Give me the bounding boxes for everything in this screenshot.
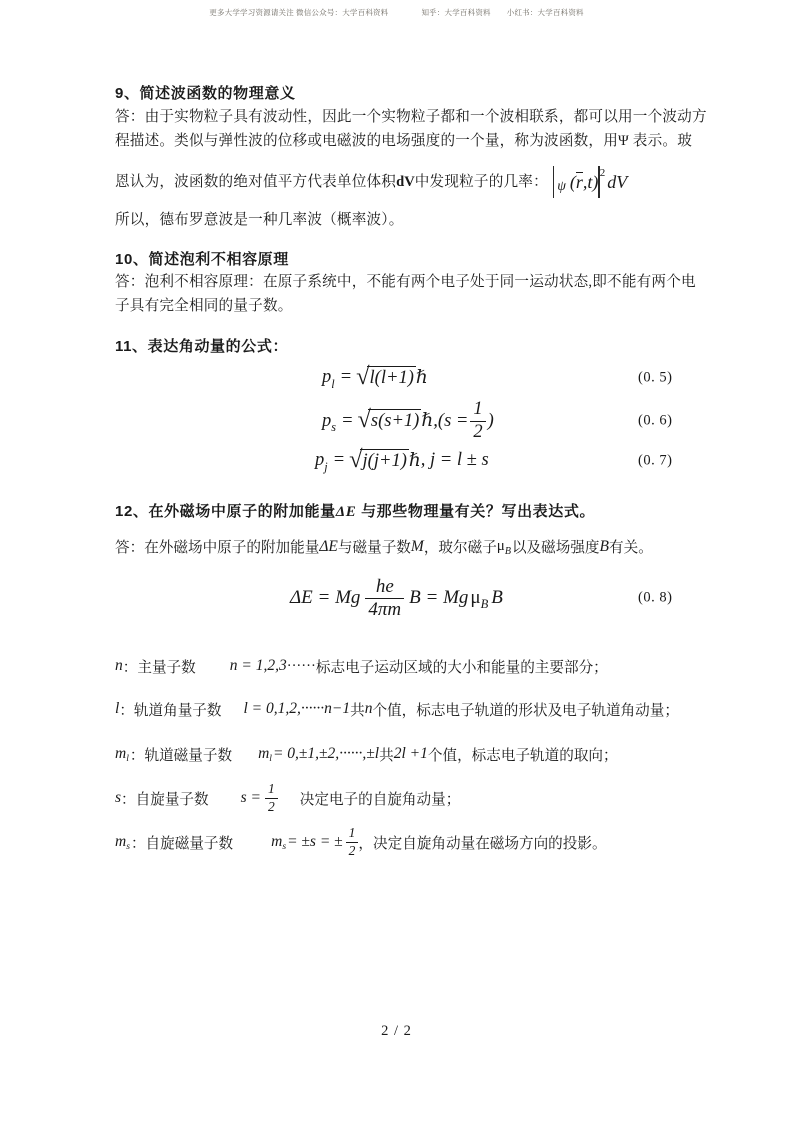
qn-ml-formula-rest: = 0,±1,±2,······,±l [272, 745, 380, 762]
qn-n-symbol: n [115, 657, 123, 674]
qn-s-label: ：自旋量子数 [121, 791, 209, 808]
q9-answer-line4: 所以，德布罗意波是一种几率波（概率波）。 [115, 212, 404, 228]
qn-ml-formula-sub: l [269, 753, 272, 765]
qn-l-desc: 个值，标志电子轨道的形状及电子轨道角动量； [372, 702, 679, 719]
eq06-subscript: s [331, 419, 336, 434]
qn-ml-line [115, 737, 715, 771]
eq07-radicand: j(j+1) [360, 449, 409, 472]
qn-ms-desc: 决定自旋角动量在磁场方向的投影。 [373, 835, 607, 852]
q9-line3-post: 中发现粒子的几率： [414, 173, 548, 190]
eq06-tail-pre: ,(s = [433, 410, 469, 431]
eq08-mu: μ [470, 587, 481, 608]
q9-answer-line1: 答：由于实物粒子具有波动性，因此一个实物粒子都和一个波相联系，都可以用一个波动方 [115, 109, 707, 125]
q12-answer-mid2: ，玻尔磁子 [423, 540, 497, 556]
q12-answer-mid3: 以及磁场强度 [511, 540, 600, 556]
qn-s-desc: 决定电子的自旋角动量； [299, 791, 461, 808]
q12-m-symbol: M [410, 537, 424, 555]
eq06-sqrt [357, 405, 421, 433]
qn-ms-comma: ， [358, 835, 374, 852]
equation-0-7-row [115, 443, 689, 479]
header-promo-wechat: 更多大学学习资源请关注 微信公众号：大学百科资料 [209, 8, 389, 17]
eq05-base: p [322, 367, 332, 388]
radical-sign: √ [356, 362, 370, 390]
equation-0-8 [290, 577, 503, 620]
q12-mu-symbol: μ [496, 538, 505, 554]
eq05-subscript: l [331, 376, 335, 391]
qn-ms-fraction [346, 826, 359, 857]
equation-0-8-number: (0. 8) [638, 589, 673, 606]
qn-ml-count: 2l +1 [393, 745, 428, 762]
wf-args: ,t) [582, 171, 599, 192]
qn-l-line [115, 695, 715, 723]
qn-s-formula-pre: s = [240, 789, 261, 806]
qn-n-formula: n = 1,2,3 [229, 657, 287, 674]
eq06-fraction [470, 400, 485, 442]
abs-bar-left [553, 166, 554, 198]
radical-sign: √ [357, 405, 371, 433]
equation-0-6-number: (0. 6) [638, 412, 673, 429]
q11-heading: 11、表达角动量的公式： [115, 338, 289, 355]
q12-delta-e: ΔE [319, 537, 338, 555]
q12-b-symbol: B [599, 537, 609, 555]
qn-n-desc: 标志电子运动区域的大小和能量的主要部分； [315, 659, 608, 676]
qn-ms-label: ：自旋磁量子数 [130, 835, 234, 852]
q10-answer-line1: 答：泡利不相容原理：在原子系统中，不能有两个电子处于同一运动状态,即不能有两个电 [115, 274, 696, 290]
eq06-frac-num: 1 [473, 399, 483, 420]
q12-heading [115, 500, 595, 521]
q12-answer-mid1: 与磁量子数 [337, 540, 411, 556]
q10-answer-line2: 子具有完全相同的量子数。 [115, 298, 293, 314]
q9-answer-line3 [115, 162, 689, 202]
q12-answer-pre: 答：在外磁场中原子的附加能量 [115, 540, 320, 556]
qn-ms-formula-mid: = ±s = ± [287, 833, 343, 850]
eq07-tail: , j = l ± s [420, 450, 489, 471]
eq05-sqrt [356, 362, 416, 390]
eq06-frac-den: 2 [470, 421, 485, 442]
qn-s-symbol: s [115, 789, 122, 806]
qn-s-fraction [265, 782, 278, 813]
q12-heading-delta-e: ΔE [335, 504, 357, 520]
qn-ms-line [115, 820, 715, 864]
qn-n-dots: ······ [286, 657, 316, 674]
equation-0-5-row [115, 360, 689, 396]
wf-power: 2 [599, 167, 606, 179]
qn-ml-symbol: m [115, 745, 127, 762]
qn-ms-symbol: m [115, 833, 127, 850]
wf-dv: dV [607, 171, 628, 192]
qn-ms-symbol-sub: s [126, 841, 130, 853]
eq06-tail-post: ) [487, 410, 494, 431]
equation-0-8-row [115, 570, 689, 626]
q10-heading: 10、简述泡利不相容原理 [115, 251, 289, 268]
q9-heading: 9、简述波函数的物理意义 [115, 85, 296, 102]
eq07-base: p [315, 450, 325, 471]
q9-line3-dv-bold: dV [396, 173, 415, 190]
eq07-subscript: j [324, 459, 328, 474]
qn-s-line [115, 776, 715, 820]
qn-ms-frac-num: 1 [348, 825, 356, 841]
qn-l-label: ：轨道角量子数 [119, 702, 222, 719]
eq08-mu-sub: B [480, 596, 489, 611]
q12-answer-post: 有关。 [609, 540, 653, 556]
qn-ms-formula-pre: m [271, 833, 283, 850]
q12-answer-line [115, 536, 715, 557]
qn-s-frac-num: 1 [268, 781, 275, 797]
qn-l-symbol: l [115, 700, 120, 717]
qn-l-formula: l = 0,1,2,······n−1 [243, 700, 351, 717]
eq08-frac-num: he [375, 575, 394, 597]
eq06-hbar: ℏ [421, 411, 434, 431]
q12-heading-pre: 12、在外磁场中原子的附加能量 [115, 503, 336, 520]
eq06-base: p [322, 410, 332, 431]
equation-0-7 [315, 445, 489, 474]
equation-0-7-number: (0. 7) [638, 452, 673, 469]
equation-0-5 [322, 362, 428, 391]
eq06-equals: = [341, 410, 354, 431]
q12-mu-subscript: B [504, 546, 511, 557]
page-header [0, 7, 793, 18]
equation-0-6-row [115, 398, 689, 444]
eq07-hbar: ℏ [408, 450, 421, 471]
qn-l-mid: 共 [350, 702, 365, 719]
eq06-radicand: s(s+1) [368, 409, 421, 432]
eq07-equals: = [332, 450, 346, 471]
eq08-mid: B = Mg [409, 587, 469, 608]
qn-n-label: ：主量子数 [122, 659, 196, 676]
header-promo-xiaohongshu: 小红书：大学百科资料 [506, 8, 584, 17]
eq05-equals: = [339, 367, 353, 388]
qn-ms-formula-sub: s [282, 841, 287, 853]
eq08-lhs: ΔE = Mg [290, 587, 361, 608]
eq08-tail: B [491, 587, 503, 608]
qn-l-count: n [364, 700, 373, 717]
qn-ms-frac-den: 2 [346, 842, 359, 858]
wavefunction-formula [553, 166, 627, 198]
wf-lparen: ( [569, 171, 576, 192]
equation-0-6 [322, 400, 494, 442]
qn-ml-label: ：轨道磁量子数 [129, 747, 233, 764]
q9-answer-line2: 程描述。类似与弹性波的位移或电磁波的电场强度的一个量，称为波函数，用Ψ 表示。玻 [115, 133, 692, 149]
qn-ml-desc: 个值，标志电子轨道的取向； [427, 747, 618, 764]
equation-0-5-number: (0. 5) [638, 369, 673, 386]
radical-sign: √ [349, 445, 363, 473]
eq08-fraction [365, 577, 404, 620]
header-promo-zhihu: 知乎：大学百科资料 [421, 8, 491, 17]
eq08-frac-den: 4πm [365, 598, 404, 620]
q9-line3-pre: 恩认为，波函数的绝对值平方代表单位体积 [115, 173, 397, 190]
page-number: 2 / 2 [381, 1023, 412, 1039]
psi-symbol: ψ [557, 179, 566, 194]
qn-ml-symbol-sub: l [126, 753, 129, 765]
eq07-sqrt [349, 445, 409, 473]
eq05-hbar: ℏ [415, 367, 428, 388]
qn-s-frac-den: 2 [265, 798, 278, 814]
qn-ml-formula-base: m [258, 745, 270, 762]
qn-n-line [115, 652, 715, 680]
qn-ml-mid: 共 [379, 747, 394, 764]
q12-heading-post: 与那些物理量有关？写出表达式。 [356, 503, 596, 520]
eq05-radicand: l(l+1) [367, 366, 416, 389]
r-vector: r [575, 172, 583, 193]
